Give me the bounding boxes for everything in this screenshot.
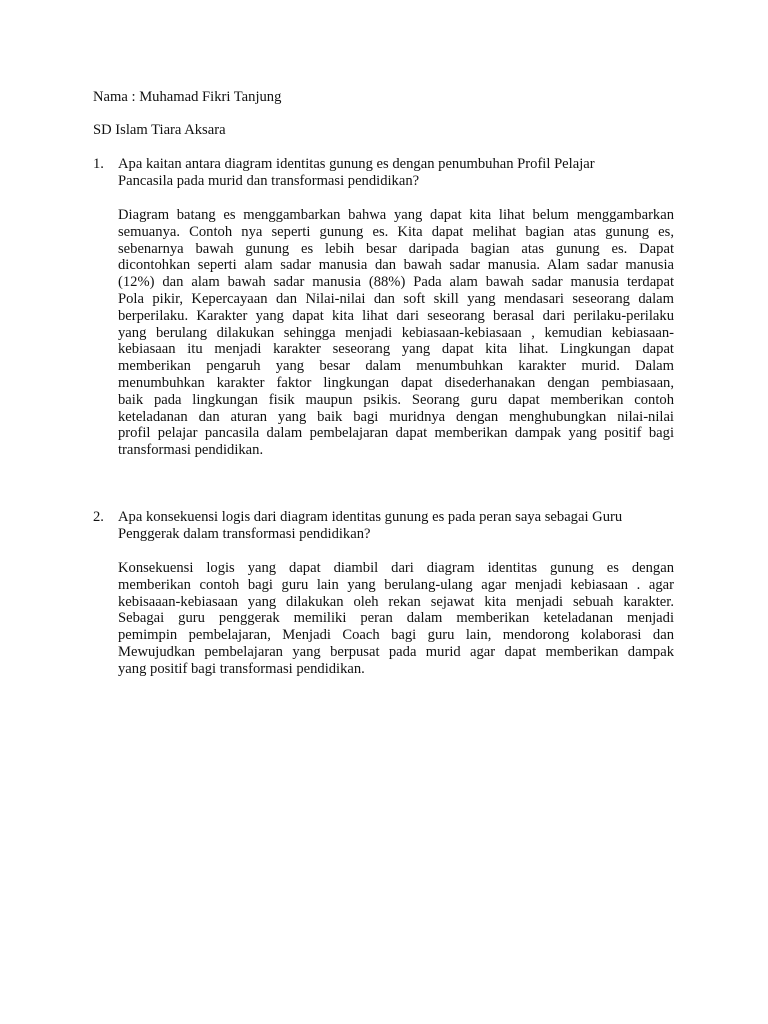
answer-line: keteladanan dan aturan yang baik bagi muridnya dengan menghubungkan nilai-nilai [118, 408, 674, 425]
answer-line: Sebagai guru penggerak memiliki peran dalam memberikan keteladanan menjadi [118, 610, 674, 627]
question-line: Apa kaitan antara diagram identitas gunung es dengan penumbuhan Profil Pelajar [118, 156, 595, 172]
answer-line: kebiasaan itu menjadi karakter seseorang yang dapat kita lihat. Lingkungan dapat [118, 341, 674, 358]
answer-1-paragraph [118, 207, 674, 459]
question-2-number: 2. [93, 509, 104, 525]
question-1-number: 1. [93, 156, 104, 172]
answer-line: dicontohkan seperti alam sadar manusia dan bawah sadar manusia. Alam sadar manusia [118, 257, 674, 274]
answer-line: Mewujudkan pembelajaran yang berpusat pada murid agar dapat memberikan dampak [118, 643, 674, 660]
answer-line: memberikan contoh bagi guru lain yang berulang-ulang agar menjadi kebiasaan . agar [118, 576, 674, 593]
answer-line: semuanya. Contoh nya seperti gunung es. Kita dapat melihat bagian atas gunung es, [118, 223, 674, 240]
answer-line: Konsekuensi logis yang dapat diambil dari diagram identitas gunung es dengan [118, 560, 674, 576]
answer-line: berperilaku. Karakter yang dapat kita lihat dari seseorang berasal dari perilaku-perilaku [118, 307, 674, 324]
answer-line: (12%) dan alam bawah sadar manusia (88%) Pada alam bawah sadar manusia terdapat [118, 274, 674, 291]
school-line: SD Islam Tiara Aksara [93, 122, 226, 138]
question-1-text [118, 156, 674, 190]
answer-line: transformasi pendidikan. [118, 442, 264, 459]
question-line: Penggerak dalam transformasi pendidikan? [118, 525, 371, 542]
answer-line: menumbuhkan karakter faktor lingkungan dapat disederhanakan dengan pembiasaan, [118, 374, 674, 391]
name-line: Nama : Muhamad Fikri Tanjung [93, 89, 282, 105]
answer-line: memberikan pengaruh yang besar dalam menumbuhkan karakter murid. Dalam [118, 358, 674, 375]
answer-line: kebisaaan-kebiasaan yang dilakukan oleh rekan sejawat kita menjadi sebuah karakter. [118, 593, 674, 610]
answer-2-paragraph [118, 560, 674, 678]
answer-line: yang positif bagi transformasi pendidikan. [118, 660, 365, 677]
question-line: Apa konsekuensi logis dari diagram identitas gunung es pada peran saya sebagai Guru [118, 509, 623, 525]
question-2-text [118, 509, 674, 543]
answer-line: Pola pikir, Kepercayaan dan Nilai-nilai dan soft skill yang mendasari seseorang dalam [118, 290, 674, 307]
question-line: Pancasila pada murid dan transformasi pendidikan? [118, 172, 420, 189]
answer-line: pemimpin pembelajaran, Menjadi Coach bagi guru lain, mendorong kolaborasi dan [118, 627, 674, 644]
answer-line: profil pelajar pancasila dalam pembelajaran dapat memberikan dampak yang positif bagi [118, 425, 674, 442]
answer-line: sebenarnya bawah gunung es lebih besar daripada bagian atas gunung es. Dapat [118, 240, 674, 257]
answer-line: baik pada lingkungan fisik maupun psikis. Seorang guru dapat memberikan contoh [118, 391, 674, 408]
answer-line: yang berulang dilakukan sehingga menjadi kebiasaan-kebiasaan , kemudian kebiasaan- [118, 324, 674, 341]
answer-line: Diagram batang es menggambarkan bahwa yang dapat kita lihat belum menggambarkan [118, 207, 674, 223]
